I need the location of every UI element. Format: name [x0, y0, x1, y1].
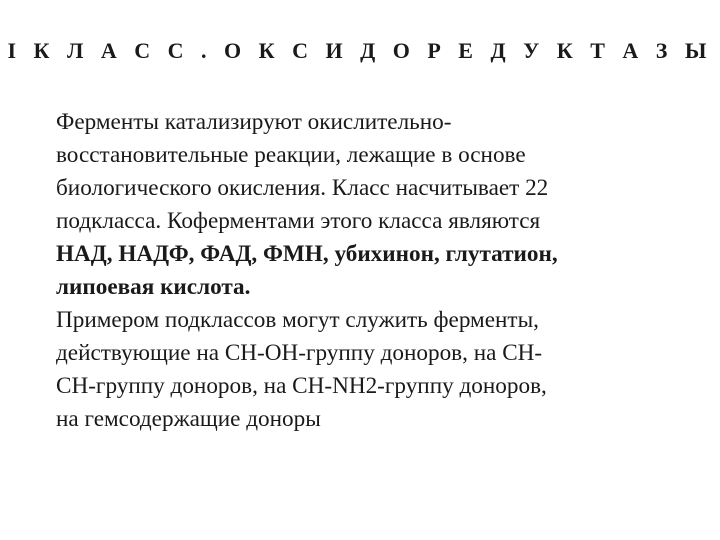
body-line-8: действующие на СН-ОН-группу доноров, на СН-: [56, 340, 543, 366]
body-line-9: СН-группу доноров, на СН-NH2-группу доноров,: [56, 373, 547, 399]
body-line-3: биологического окисления. Класс насчитывает 22: [56, 175, 549, 201]
slide-body: [56, 106, 686, 436]
coenzymes-list-line: НАД, НАДФ, ФАД, ФМН, убихинон, глутатион,: [56, 241, 558, 267]
body-line-2: восстановительные реакции, лежащие в основе: [56, 142, 526, 168]
body-line-1: Ферменты катализируют окислительно-: [56, 109, 452, 135]
slide-title: I К Л А С С . О К С И Д О Р Е Д У К Т А З Ы: [7, 38, 713, 63]
coenzymes-list-line-end: липоевая кислота.: [56, 274, 251, 300]
body-line-10: на гемсодержащие доноры: [56, 406, 321, 432]
body-line-7: Примером подклассов могут служить ферменты,: [56, 307, 539, 333]
body-line-4: подкласса. Коферментами этого класса являются: [56, 208, 541, 234]
